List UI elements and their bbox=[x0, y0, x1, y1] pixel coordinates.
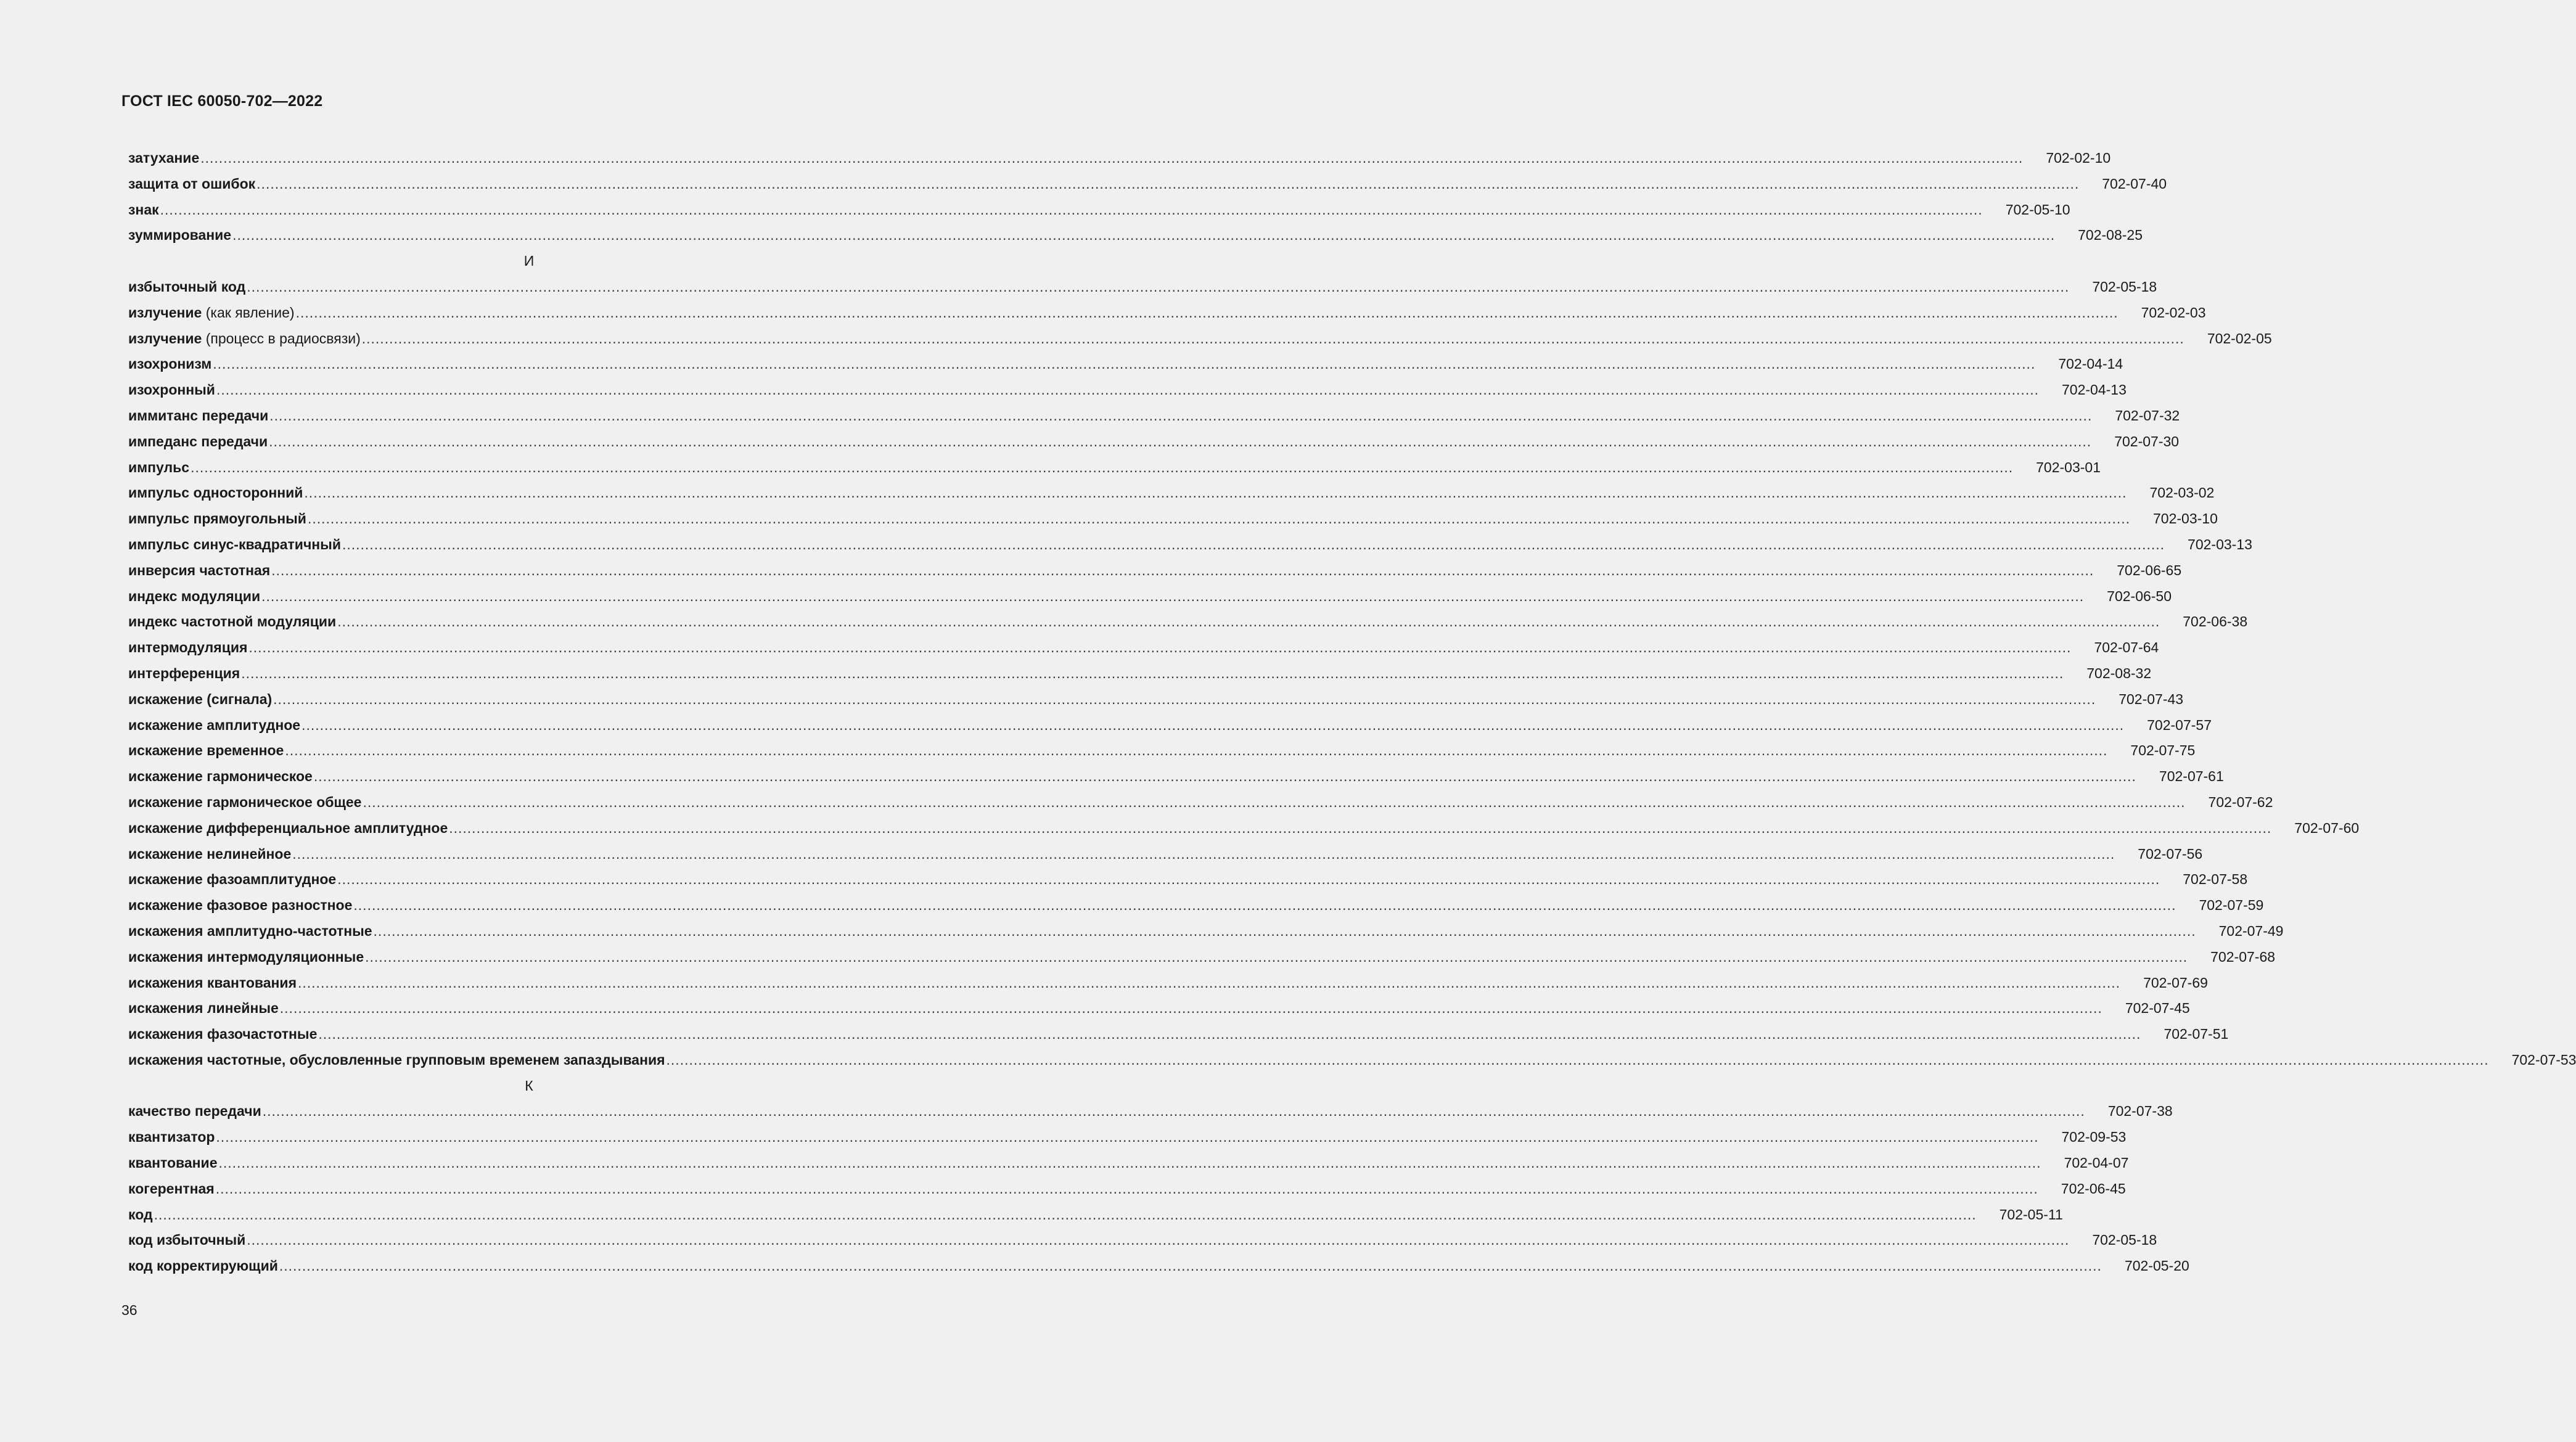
dot-leader: ................................................................................................................................................................................................................................................................................................................................................................................................................ bbox=[160, 201, 1983, 218]
index-term bbox=[128, 171, 255, 197]
index-entry bbox=[128, 403, 2180, 429]
index-entry bbox=[128, 1253, 2189, 1279]
index-term-qualifier: (как явление) bbox=[205, 304, 295, 321]
index-entry bbox=[128, 1150, 2129, 1176]
index-term-text: квантование bbox=[128, 1155, 218, 1171]
index-code: 702-05-10 bbox=[2005, 201, 2070, 218]
index-term bbox=[128, 145, 199, 171]
index-code: 702-05-18 bbox=[2092, 278, 2157, 295]
index-term-text: интерференция bbox=[128, 665, 240, 681]
index-term-text: изохронизм bbox=[128, 356, 212, 372]
index-term bbox=[128, 223, 231, 248]
index-term bbox=[128, 764, 313, 790]
index-entry bbox=[128, 661, 2152, 687]
dot-leader: ................................................................................................................................................................................................................................................................................................................................................................................................................ bbox=[256, 175, 2080, 192]
dot-leader: ................................................................................................................................................................................................................................................................................................................................................................................................................ bbox=[342, 536, 2165, 552]
index-code: 702-06-50 bbox=[2107, 588, 2172, 604]
index-entry bbox=[128, 584, 2172, 610]
index-term bbox=[128, 1176, 215, 1202]
index-term bbox=[128, 867, 336, 893]
dot-leader: ................................................................................................................................................................................................................................................................................................................................................................................................................ bbox=[248, 639, 2072, 656]
index-code: 702-05-18 bbox=[2092, 1232, 2157, 1248]
index-entry bbox=[128, 171, 2167, 197]
index-code: 702-02-03 bbox=[2141, 304, 2206, 321]
index-term-text: качество передачи bbox=[128, 1103, 261, 1120]
index-term bbox=[128, 635, 247, 661]
index-code: 702-07-58 bbox=[2183, 871, 2248, 888]
index-term-qualifier: (процесс в радиосвязи) bbox=[205, 330, 361, 346]
index-term bbox=[128, 687, 272, 713]
index-code: 702-05-20 bbox=[2124, 1258, 2189, 1274]
dot-leader: ................................................................................................................................................................................................................................................................................................................................................................................................................ bbox=[213, 356, 2036, 372]
index-entry bbox=[128, 687, 2184, 713]
index-term bbox=[128, 274, 245, 300]
index-term bbox=[128, 1047, 665, 1073]
dot-leader: ................................................................................................................................................................................................................................................................................................................................................................................................................ bbox=[285, 742, 2108, 759]
dot-leader: ................................................................................................................................................................................................................................................................................................................................................................................................................ bbox=[279, 1000, 2102, 1017]
index-term-text: интермодуляция bbox=[128, 639, 248, 656]
index-term-text: импульс односторонний bbox=[128, 485, 303, 501]
dot-leader: ................................................................................................................................................................................................................................................................................................................................................................................................................ bbox=[247, 278, 2070, 295]
dot-leader: ................................................................................................................................................................................................................................................................................................................................................................................................................ bbox=[216, 382, 2039, 398]
index-entry bbox=[128, 842, 2203, 867]
dot-leader: ................................................................................................................................................................................................................................................................................................................................................................................................................ bbox=[154, 1206, 1977, 1223]
index-entry bbox=[128, 635, 2159, 661]
index-term bbox=[128, 403, 268, 429]
index-term-text: затухание bbox=[128, 150, 200, 166]
index-term bbox=[128, 351, 211, 377]
dot-leader: ................................................................................................................................................................................................................................................................................................................................................................................................................ bbox=[271, 562, 2094, 578]
index-code: 702-07-62 bbox=[2208, 793, 2273, 810]
index-term-text: импульс синус-квадратичный bbox=[128, 536, 341, 552]
dot-leader: ................................................................................................................................................................................................................................................................................................................................................................................................................ bbox=[241, 665, 2064, 681]
index-entry bbox=[128, 351, 2123, 377]
index-entry bbox=[128, 532, 2252, 558]
index-entry bbox=[128, 506, 2218, 532]
index-code: 702-04-14 bbox=[2058, 356, 2123, 372]
dot-leader: ................................................................................................................................................................................................................................................................................................................................................................................................................ bbox=[273, 690, 2096, 707]
index-term bbox=[128, 429, 268, 455]
index-entry bbox=[128, 944, 2276, 970]
dot-leader: ................................................................................................................................................................................................................................................................................................................................................................................................................ bbox=[361, 330, 2184, 346]
index-term-text: искажения интермодуляционные bbox=[128, 948, 364, 965]
index-term-text: излучение bbox=[128, 330, 202, 346]
index-term-text: искажения фазочастотные bbox=[128, 1026, 318, 1043]
index-entry bbox=[128, 1176, 2126, 1202]
index-entry bbox=[128, 996, 2190, 1022]
index-entry bbox=[128, 300, 2206, 326]
dot-leader: ................................................................................................................................................................................................................................................................................................................................................................................................................ bbox=[232, 227, 2056, 244]
index-code: 702-03-01 bbox=[2036, 459, 2101, 475]
dot-leader: ................................................................................................................................................................................................................................................................................................................................................................................................................ bbox=[200, 150, 2024, 166]
dot-leader: ................................................................................................................................................................................................................................................................................................................................................................................................................ bbox=[295, 304, 2119, 321]
index-term bbox=[128, 996, 279, 1022]
dot-leader: ................................................................................................................................................................................................................................................................................................................................................................................................................ bbox=[247, 1232, 2070, 1248]
index-code: 702-06-38 bbox=[2183, 613, 2248, 630]
index-entry bbox=[128, 145, 2111, 171]
index-code: 702-07-51 bbox=[2164, 1026, 2229, 1043]
index-entry bbox=[128, 893, 2264, 919]
index-term-text: искажение фазовое разностное bbox=[128, 897, 353, 914]
dot-leader: ................................................................................................................................................................................................................................................................................................................................................................................................................ bbox=[373, 922, 2196, 939]
index-code: 702-03-13 bbox=[2188, 536, 2252, 552]
index-term bbox=[128, 455, 189, 481]
index-code: 702-03-10 bbox=[2153, 510, 2218, 527]
dot-leader: ................................................................................................................................................................................................................................................................................................................................................................................................................ bbox=[337, 871, 2160, 888]
index-entry bbox=[128, 609, 2248, 635]
index-entry bbox=[128, 1125, 2127, 1150]
index-code: 702-07-69 bbox=[2143, 974, 2208, 991]
dot-leader: ................................................................................................................................................................................................................................................................................................................................................................................................................ bbox=[269, 407, 2093, 424]
index-term bbox=[128, 738, 284, 764]
index-term-text: импульс bbox=[128, 459, 190, 475]
index-term-text: искажение амплитудное bbox=[128, 716, 301, 733]
index-entry bbox=[128, 480, 2215, 506]
index-term-text: индекс модуляции bbox=[128, 588, 261, 604]
index-term-text: иммитанс передачи bbox=[128, 407, 269, 424]
index-term bbox=[128, 944, 364, 970]
index-code: 702-07-38 bbox=[2107, 1103, 2173, 1120]
index-entry bbox=[128, 816, 2360, 842]
index-code: 702-02-10 bbox=[2046, 150, 2111, 166]
dot-leader: ................................................................................................................................................................................................................................................................................................................................................................................................................ bbox=[363, 793, 2186, 810]
dot-leader: ................................................................................................................................................................................................................................................................................................................................................................................................................ bbox=[292, 845, 2115, 862]
dot-leader: ................................................................................................................................................................................................................................................................................................................................................................................................................ bbox=[313, 768, 2136, 785]
index-term bbox=[128, 1099, 261, 1125]
index-term-text: искажение фазоамплитудное bbox=[128, 871, 337, 888]
index-entry bbox=[128, 790, 2273, 816]
document-header: ГОСТ IEC 60050-702—2022 bbox=[121, 92, 323, 110]
index-term-text: искажение временное bbox=[128, 742, 284, 759]
index-term bbox=[128, 816, 448, 842]
index-code: 702-07-75 bbox=[2130, 742, 2196, 759]
index-term-text: код bbox=[128, 1206, 153, 1223]
index-term-text: инверсия частотная bbox=[128, 562, 271, 578]
index-term-text: индекс частотной модуляции bbox=[128, 613, 337, 630]
index-code: 702-02-05 bbox=[2207, 330, 2272, 346]
index-entry bbox=[128, 455, 2101, 481]
index-code: 702-05-11 bbox=[1999, 1206, 2063, 1223]
dot-leader: ................................................................................................................................................................................................................................................................................................................................................................................................................ bbox=[304, 485, 2127, 501]
index-term-text: код избыточный bbox=[128, 1232, 246, 1248]
index-code: 702-07-49 bbox=[2218, 922, 2284, 939]
index-entry bbox=[128, 274, 2157, 300]
index-code: 702-07-60 bbox=[2294, 819, 2360, 836]
index-term-text: код корректирующий bbox=[128, 1258, 278, 1274]
index-entry bbox=[128, 919, 2284, 944]
index-term bbox=[128, 558, 270, 584]
index-term-text: искажения частотные, обусловленные групповым временем запаздывания bbox=[128, 1051, 665, 1068]
index-term bbox=[128, 506, 306, 532]
index-code: 702-03-02 bbox=[2149, 485, 2215, 501]
index-code: 702-07-30 bbox=[2114, 433, 2180, 449]
index-code: 702-07-56 bbox=[2138, 845, 2203, 862]
index-term-text: искажение гармоническое bbox=[128, 768, 313, 785]
dot-leader: ................................................................................................................................................................................................................................................................................................................................................................................................................ bbox=[337, 613, 2160, 630]
dot-leader: ................................................................................................................................................................................................................................................................................................................................................................................................................ bbox=[353, 897, 2176, 914]
index-term-text: искажение дифференциальное амплитудное bbox=[128, 819, 448, 836]
index-term bbox=[128, 532, 341, 558]
index-term-text: искажение гармоническое общее bbox=[128, 793, 362, 810]
dot-leader: ................................................................................................................................................................................................................................................................................................................................................................................................................ bbox=[301, 716, 2125, 733]
index-term-text: излучение bbox=[128, 304, 202, 321]
index-term bbox=[128, 1125, 215, 1150]
dot-leader: ................................................................................................................................................................................................................................................................................................................................................................................................................ bbox=[215, 1180, 2038, 1197]
dot-leader: ................................................................................................................................................................................................................................................................................................................................................................................................................ bbox=[261, 588, 2085, 604]
index-term bbox=[128, 661, 240, 687]
index-entry bbox=[128, 377, 2127, 403]
index-term bbox=[128, 1022, 317, 1047]
dot-leader: ................................................................................................................................................................................................................................................................................................................................................................................................................ bbox=[365, 948, 2188, 965]
index-entry bbox=[128, 197, 2070, 223]
index-entry bbox=[128, 558, 2182, 584]
index-code: 702-08-25 bbox=[2078, 227, 2143, 244]
index-code: 702-07-53 bbox=[2511, 1051, 2576, 1068]
index-entry bbox=[128, 713, 2212, 739]
index-code: 702-07-61 bbox=[2159, 768, 2224, 785]
index-code: 702-07-68 bbox=[2210, 948, 2276, 965]
index-term bbox=[128, 893, 352, 919]
index-entry bbox=[128, 326, 2272, 352]
index-entry bbox=[128, 738, 2196, 764]
index-term bbox=[128, 1202, 153, 1228]
index-term-text: изохронный bbox=[128, 382, 215, 398]
dot-leader: ................................................................................................................................................................................................................................................................................................................................................................................................................ bbox=[269, 433, 2092, 449]
index-term-text: импульс прямоугольный bbox=[128, 510, 306, 527]
dot-leader: ................................................................................................................................................................................................................................................................................................................................................................................................................ bbox=[191, 459, 2014, 475]
dot-leader: ................................................................................................................................................................................................................................................................................................................................................................................................................ bbox=[318, 1026, 2141, 1043]
index-entry bbox=[128, 1047, 2576, 1073]
page-number: 36 bbox=[121, 1302, 137, 1318]
index-entry bbox=[128, 764, 2224, 790]
index-term-text: зуммирование bbox=[128, 227, 232, 244]
dot-leader: ................................................................................................................................................................................................................................................................................................................................................................................................................ bbox=[218, 1155, 2041, 1171]
index-term bbox=[128, 197, 159, 223]
index-term-text: искажение (сигнала) bbox=[128, 690, 273, 707]
index-term bbox=[128, 584, 260, 610]
index-term bbox=[128, 480, 303, 506]
index-code: 702-04-13 bbox=[2062, 382, 2127, 398]
index-code: 702-08-32 bbox=[2086, 665, 2152, 681]
index-term-text: защита от ошибок bbox=[128, 175, 256, 192]
index-code: 702-09-53 bbox=[2061, 1129, 2127, 1145]
index-code: 702-06-65 bbox=[2117, 562, 2182, 578]
index-term bbox=[128, 1227, 245, 1253]
index-term-text: искажения квантования bbox=[128, 974, 297, 991]
index-term bbox=[128, 790, 361, 816]
index-term bbox=[128, 377, 215, 403]
index-term-text: квантизатор bbox=[128, 1129, 215, 1145]
index-code: 702-07-59 bbox=[2199, 897, 2264, 914]
index-entry bbox=[128, 223, 2143, 248]
index-term-text: знак bbox=[128, 201, 159, 218]
index-entry bbox=[128, 970, 2208, 996]
index-term-text: импеданс передачи bbox=[128, 433, 268, 449]
index-term bbox=[128, 713, 300, 739]
index-code: 702-07-43 bbox=[2119, 690, 2184, 707]
index-term-text: избыточный код bbox=[128, 278, 246, 295]
index-term bbox=[128, 970, 297, 996]
section-letter: И bbox=[523, 253, 535, 269]
index-code: 702-07-40 bbox=[2102, 175, 2167, 192]
index-term-text: искажение нелинейное bbox=[128, 845, 292, 862]
index-term bbox=[128, 1150, 218, 1176]
index-term bbox=[128, 919, 372, 944]
alphabetical-index bbox=[128, 145, 2576, 1279]
index-code: 702-04-07 bbox=[2064, 1155, 2129, 1171]
dot-leader: ................................................................................................................................................................................................................................................................................................................................................................................................................ bbox=[449, 819, 2272, 836]
index-term bbox=[128, 842, 291, 867]
dot-leader: ................................................................................................................................................................................................................................................................................................................................................................................................................ bbox=[279, 1258, 2102, 1274]
index-code: 702-07-57 bbox=[2147, 716, 2212, 733]
index-entry bbox=[128, 867, 2248, 893]
dot-leader: ................................................................................................................................................................................................................................................................................................................................................................................................................ bbox=[262, 1103, 2085, 1120]
index-term bbox=[128, 300, 295, 326]
index-entry bbox=[128, 1202, 2063, 1228]
dot-leader: ................................................................................................................................................................................................................................................................................................................................................................................................................ bbox=[307, 510, 2131, 527]
index-term-text: искажения амплитудно-частотные bbox=[128, 922, 372, 939]
dot-leader: ................................................................................................................................................................................................................................................................................................................................................................................................................ bbox=[666, 1051, 2489, 1068]
dot-leader: ................................................................................................................................................................................................................................................................................................................................................................................................................ bbox=[216, 1129, 2039, 1145]
index-entry bbox=[128, 1227, 2157, 1253]
dot-leader: ................................................................................................................................................................................................................................................................................................................................................................................................................ bbox=[298, 974, 2121, 991]
index-code: 702-07-32 bbox=[2115, 407, 2180, 424]
index-code: 702-07-45 bbox=[2125, 1000, 2190, 1017]
index-code: 702-07-64 bbox=[2094, 639, 2159, 656]
index-term-text: когерентная bbox=[128, 1180, 215, 1197]
section-letter: К bbox=[525, 1077, 533, 1094]
index-term-text: искажения линейные bbox=[128, 1000, 279, 1017]
index-term bbox=[128, 1253, 278, 1279]
index-entry bbox=[128, 429, 2180, 455]
index-entry bbox=[128, 1099, 2173, 1125]
index-term bbox=[128, 326, 361, 352]
index-code: 702-06-45 bbox=[2061, 1180, 2126, 1197]
index-term bbox=[128, 609, 336, 635]
index-entry bbox=[128, 1022, 2229, 1047]
